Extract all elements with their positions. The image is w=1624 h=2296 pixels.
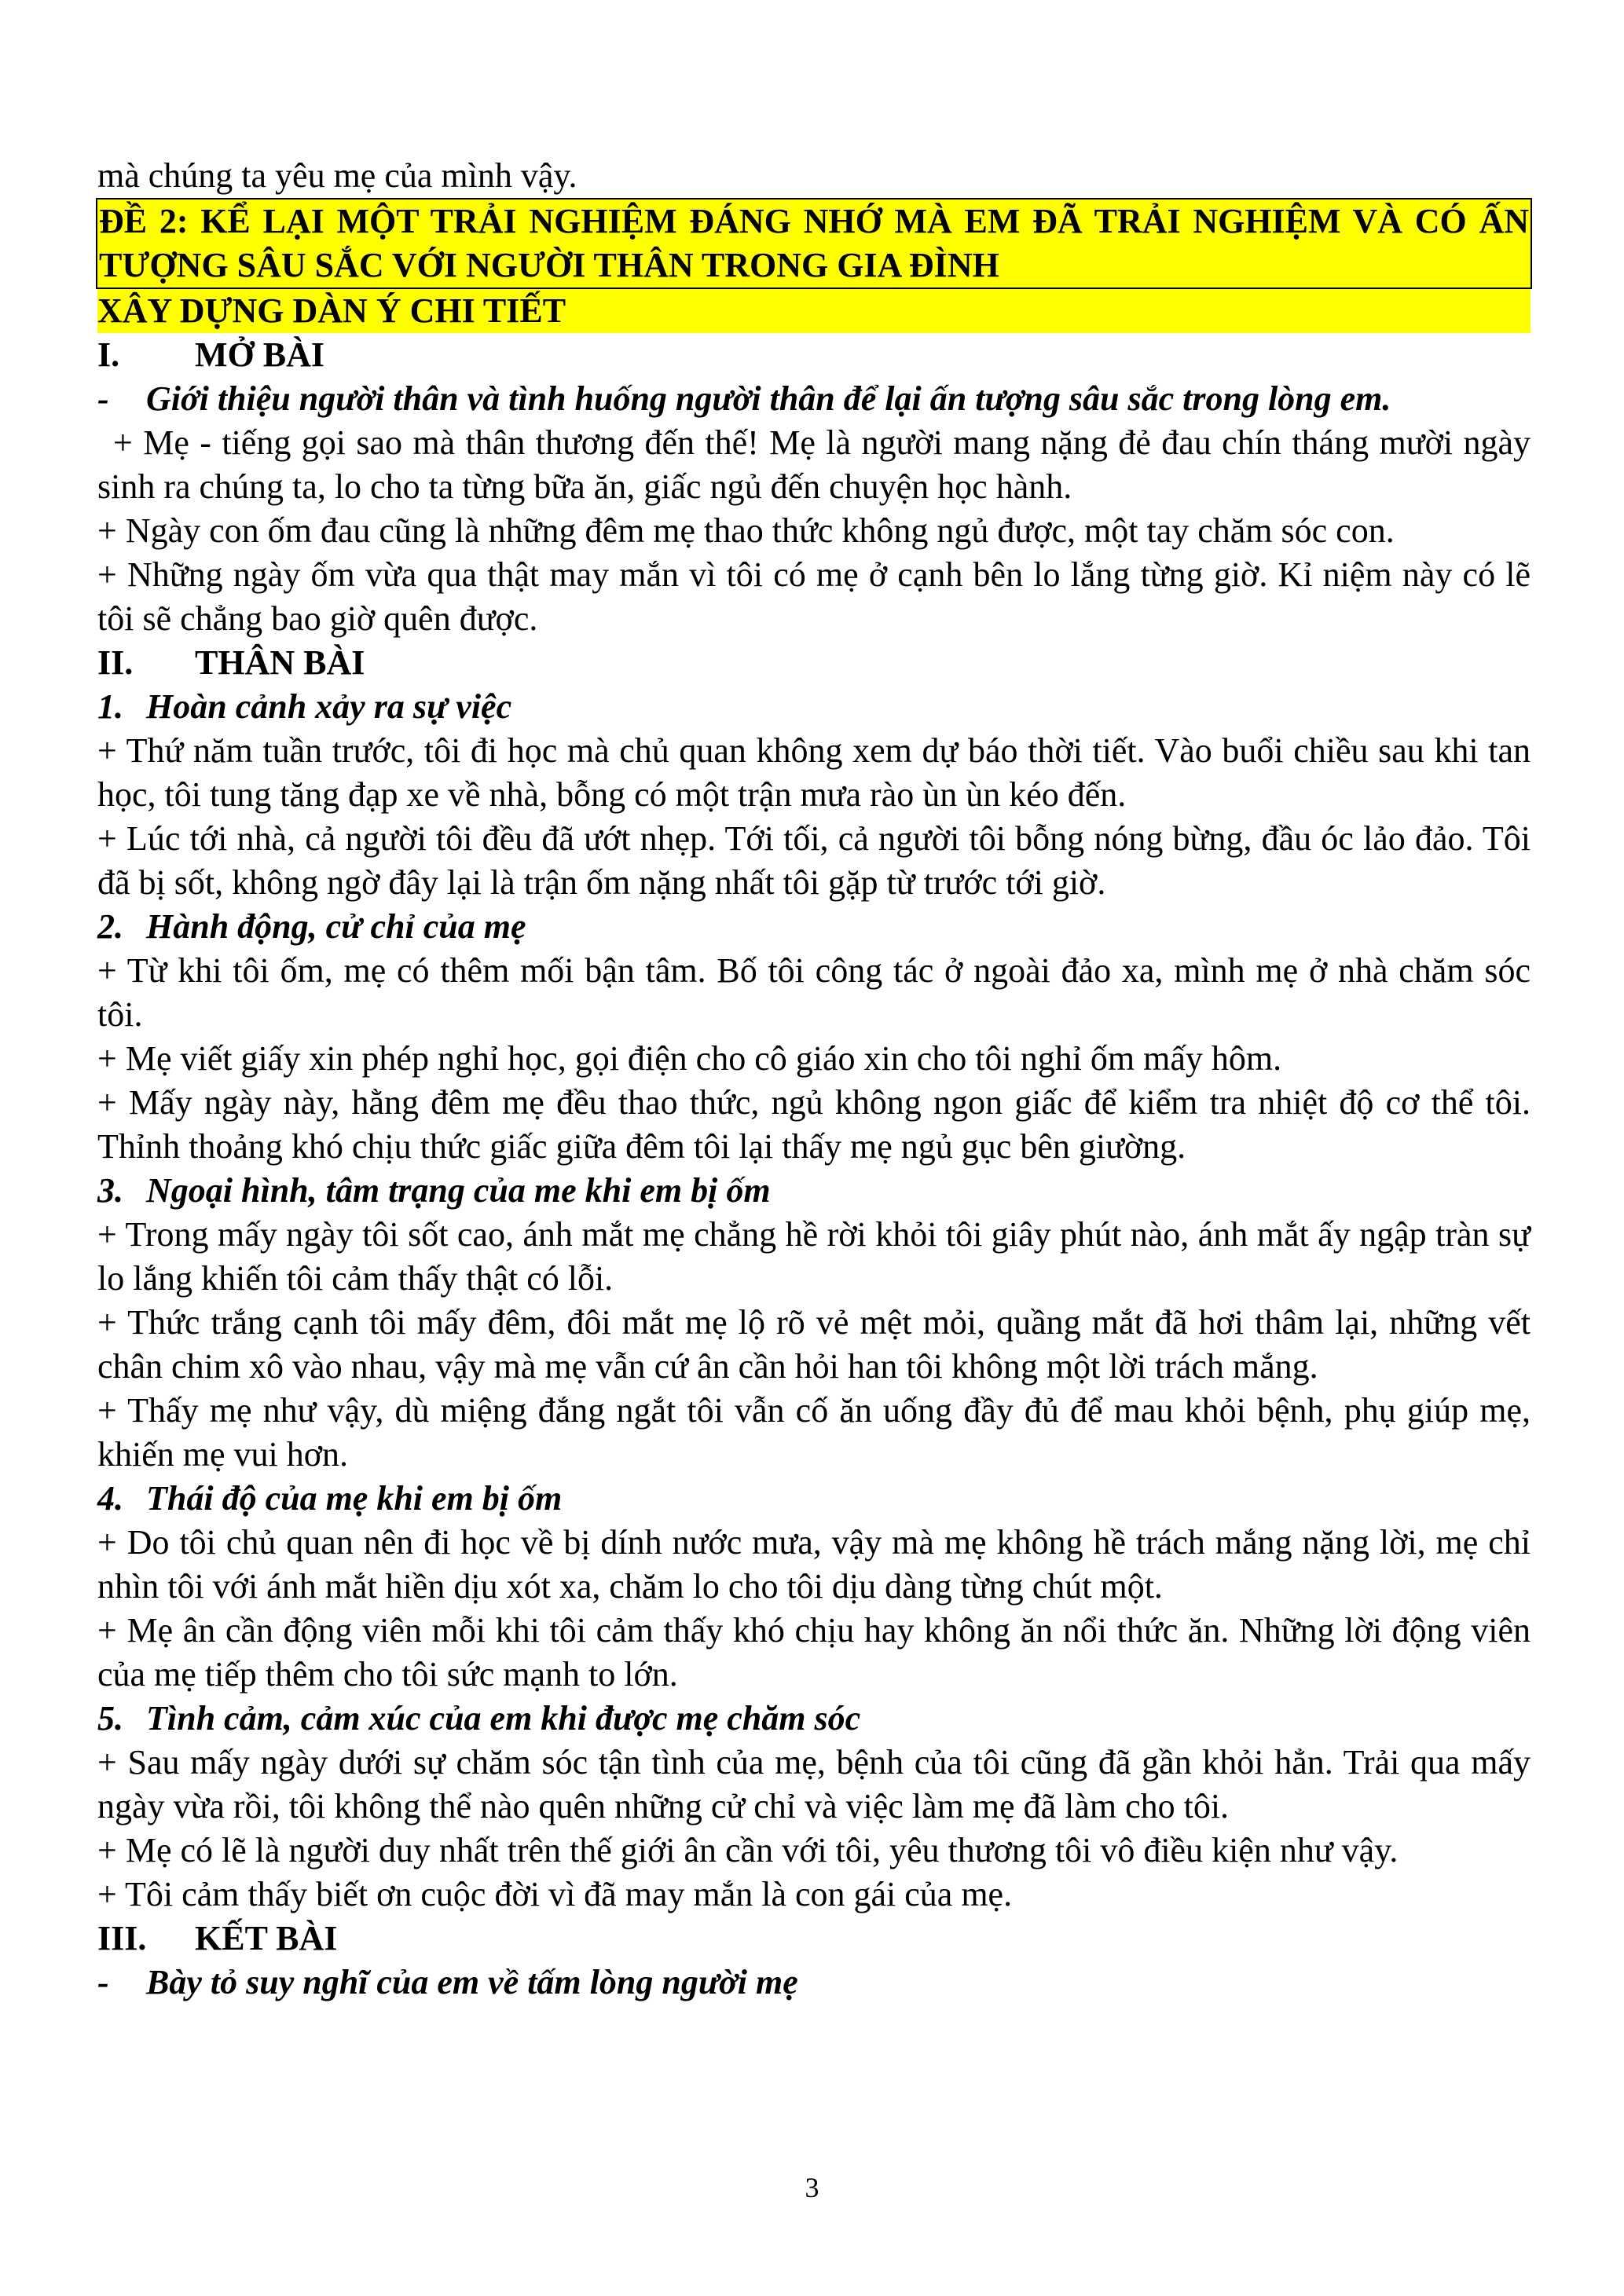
outline-title: XÂY DỰNG DÀN Ý CHI TIẾT: [97, 289, 1531, 333]
subsection-heading-2: [97, 905, 1531, 949]
subsection-1-paragraph-2: + Lúc tới nhà, cả người tôi đều đã ướt nhẹp. Tới tối, cả người tôi bỗng nóng bừng, đầu óc lảo đảo. Tôi đã bị sốt, không ngờ đây lại là trận ốm nặng nhất tôi gặp từ trước tới giờ.: [97, 819, 1531, 902]
subsection-5-paragraph-2: + Mẹ có lẽ là người duy nhất trên thế giới ân cần với tôi, yêu thương tôi vô điều kiện như vậy.: [97, 1831, 1399, 1869]
subsection-2-paragraph-1: + Từ khi tôi ốm, mẹ có thêm mối bận tâm. Bố tôi công tác ở ngoài đảo xa, mình mẹ ở nhà chăm sóc tôi.: [97, 951, 1531, 1034]
subsection-3-paragraph-2: + Thức trắng cạnh tôi mấy đêm, đôi mắt mẹ lộ rõ vẻ mệt mỏi, quầng mắt đã hơi thâm lại, những vết chân chim xô vào nhau, vậy mà mẹ vẫn cứ ân cần hỏi han tôi không một lời trách mắng.: [97, 1303, 1531, 1386]
subsection-4-paragraph-1: + Do tôi chủ quan nên đi học về bị dính nước mưa, vậy mà mẹ không hề trách mắng nặng lời, mẹ chỉ nhìn tôi với ánh mắt hiền dịu xót xa, chăm lo cho tôi dịu dàng từng chút một.: [97, 1523, 1531, 1606]
subsection-2-paragraph-2: + Mẹ viết giấy xin phép nghỉ học, gọi điện cho cô giáo xin cho tôi nghỉ ốm mấy hôm.: [97, 1039, 1282, 1078]
dash-marker: -: [97, 1963, 109, 2001]
section-number: II.: [97, 643, 134, 682]
topic-title: ĐỀ 2: KỂ LẠI MỘT TRẢI NGHIỆM ĐÁNG NHỚ MÀ EM ĐÃ TRẢI NGHIỆM VÀ CÓ ẤN TƯỢNG SÂU SẮC VỚI NGƯỜI THÂN TRONG GIA ĐÌNH: [96, 198, 1532, 289]
subsection-title: Thái độ của mẹ khi em bị ốm: [146, 1479, 563, 1518]
section-number: I.: [97, 335, 120, 374]
page-number: 3: [805, 2172, 819, 2203]
section-heading-ket-bai: [97, 1917, 1531, 1961]
subsection-heading-3: [97, 1169, 1531, 1213]
page-content: [97, 154, 1531, 2005]
section-heading-mo-bai: [97, 333, 1531, 377]
subsection-title: Hành động, cử chỉ của mẹ: [146, 907, 526, 946]
dash-marker: -: [97, 379, 109, 418]
subsection-3-paragraph-3: + Thấy mẹ như vậy, dù miệng đắng ngắt tôi vẫn cố ăn uống đầy đủ để mau khỏi bệnh, phụ giúp mẹ, khiến mẹ vui hơn.: [97, 1391, 1531, 1474]
mo-bai-paragraph-1: + Mẹ - tiếng gọi sao mà thân thương đến thế! Mẹ là người mang nặng đẻ đau chín tháng mười ngày sinh ra chúng ta, lo cho ta từng bữa ăn, giấc ngủ đến chuyện học hành.: [97, 423, 1531, 506]
subsection-5-paragraph-3: + Tôi cảm thấy biết ơn cuộc đời vì đã may mắn là con gái của mẹ.: [97, 1875, 1013, 1913]
subsection-number: 4.: [97, 1479, 123, 1518]
section-title: MỞ BÀI: [195, 335, 324, 374]
subsection-heading-5: [97, 1697, 1531, 1741]
subsection-1-paragraph-1: + Thứ năm tuần trước, tôi đi học mà chủ quan không xem dự báo thời tiết. Vào buổi chiều sau khi tan học, tôi tung tăng đạp xe về nhà, bỗng có một trận mưa rào ùn ùn kéo đến.: [97, 731, 1531, 814]
section-title: KẾT BÀI: [195, 1919, 338, 1957]
subsection-heading-1: [97, 685, 1531, 729]
subsection-number: 3.: [97, 1171, 123, 1210]
subsection-number: 5.: [97, 1699, 123, 1738]
mo-bai-paragraph-2: + Ngày con ốm đau cũng là những đêm mẹ thao thức không ngủ được, một tay chăm sóc con.: [97, 511, 1395, 550]
subsection-title: Hoàn cảnh xảy ra sự việc: [146, 687, 512, 726]
mo-bai-lead: [97, 377, 1531, 421]
intro-line: mà chúng ta yêu mẹ của mình vậy.: [97, 156, 577, 195]
subsection-4-paragraph-2: + Mẹ ân cần động viên mỗi khi tôi cảm thấy khó chịu hay không ăn nổi thức ăn. Những lời động viên của mẹ tiếp thêm cho tôi sức mạnh to lớn.: [97, 1611, 1531, 1694]
subsection-title: Ngoại hình, tâm trạng của me khi em bị ốm: [146, 1171, 771, 1210]
subsection-heading-4: [97, 1477, 1531, 1521]
subsection-title: Tình cảm, cảm xúc của em khi được mẹ chăm sóc: [146, 1699, 861, 1738]
subsection-3-paragraph-1: + Trong mấy ngày tôi sốt cao, ánh mắt mẹ chẳng hề rời khỏi tôi giây phút nào, ánh mắt ấy ngập tràn sự lo lắng khiến tôi cảm thấy thật có lỗi.: [97, 1215, 1531, 1298]
mo-bai-paragraph-3: + Những ngày ốm vừa qua thật may mắn vì tôi có mẹ ở cạnh bên lo lắng từng giờ. Kỉ niệm này có lẽ tôi sẽ chẳng bao giờ quên được.: [97, 555, 1531, 638]
subsection-5-paragraph-1: + Sau mấy ngày dưới sự chăm sóc tận tình của mẹ, bệnh của tôi cũng đã gần khỏi hẳn. Trải qua mấy ngày vừa rồi, tôi không thể nào quên những cử chỉ và việc làm mẹ đã làm cho tôi.: [97, 1743, 1531, 1825]
subsection-2-paragraph-3: + Mấy ngày này, hằng đêm mẹ đều thao thức, ngủ không ngon giấc để kiểm tra nhiệt độ cơ thể tôi. Thỉnh thoảng khó chịu thức giấc giữa đêm tôi lại thấy mẹ ngủ gục bên giường.: [97, 1083, 1531, 1166]
lead-text: Bày tỏ suy nghĩ của em về tấm lòng người mẹ: [146, 1963, 798, 2001]
subsection-number: 2.: [97, 907, 123, 946]
subsection-number: 1.: [97, 687, 123, 726]
ket-bai-lead: [97, 1961, 1531, 2005]
section-heading-than-bai: [97, 641, 1531, 685]
section-number: III.: [97, 1919, 147, 1957]
lead-text: Giới thiệu người thân và tình huống người thân để lại ấn tượng sâu sắc trong lòng em.: [146, 379, 1391, 418]
section-title: THÂN BÀI: [195, 643, 365, 682]
